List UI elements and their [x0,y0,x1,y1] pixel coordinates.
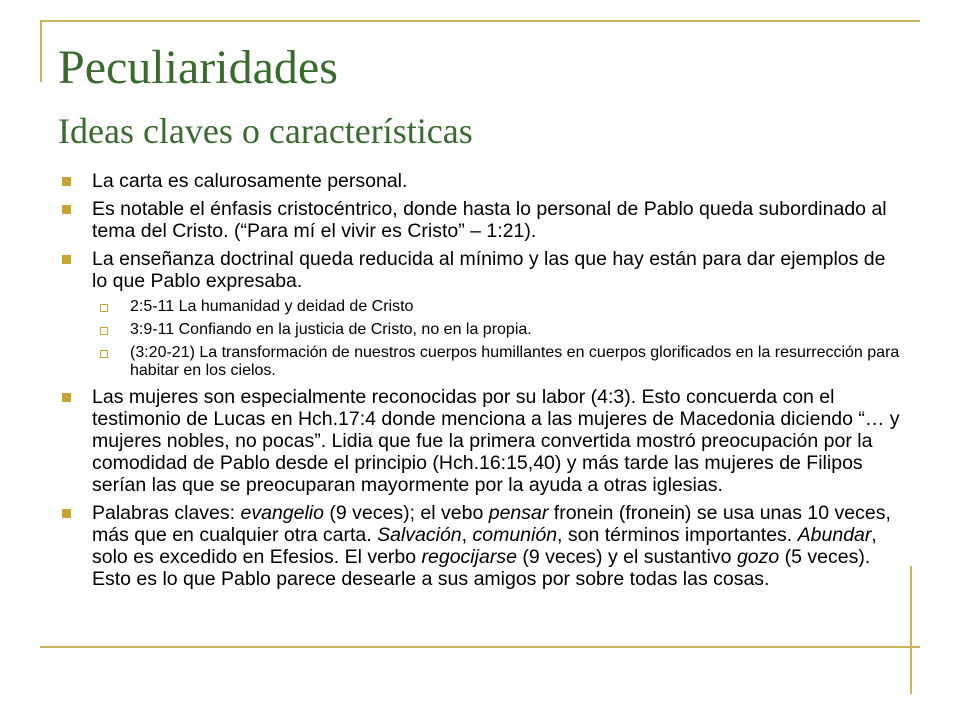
bullet-item [62,198,902,242]
text-segment: Palabras claves: [92,502,241,524]
italic-keyword: gozo [736,546,780,568]
square-bullet-icon [62,393,71,402]
sub-bullet-text: (3:20-21) La transformación de nuestros cuerpos humillantes en cuerpos glorificados en la resurrección para habitar en los cielos. [130,344,900,379]
hollow-square-bullet-icon [100,350,108,358]
bullet-item [62,386,902,496]
sub-bullet-item [92,321,902,339]
hollow-square-bullet-icon [100,304,108,312]
bullet-list [62,170,902,590]
bullet-text: Las mujeres son especialmente reconocidas por su labor (4:3). Esto concuerda con el testimonio de Lucas en Hch.17:4 donde menciona a las mujeres de Macedonia diciendo “… y mujeres nobles, no pocas”. Lidia que fue la primera convertida mostró preocupación por la comodidad de Pablo desde el principio (Hch.16:15,40) y más tarde las mujeres de Filipos serían las que se preocuparan mayormente por la ayuda a otras iglesias. [92,386,900,496]
square-bullet-icon [62,509,71,518]
hollow-square-bullet-icon [100,327,108,335]
italic-keyword: pensar [488,502,549,524]
bullet-text: Es notable el énfasis cristocéntrico, donde hasta lo personal de Pablo queda subordinado al tema del Cristo. (“Para mí el vivir es Cristo” – 1:21). [92,198,887,242]
slide-subtitle: Ideas claves o características [58,111,473,151]
sub-bullet-text: 3:9-11 Confiando en la justicia de Cristo, no en la propia. [130,321,532,338]
frame-rule-top [40,20,920,22]
sub-bullet-item [92,344,902,380]
bullet-text: La carta es calurosamente personal. [92,170,408,192]
text-segment: (9 veces); el vebo [323,502,489,524]
square-bullet-icon [62,255,71,264]
text-segment: , son términos importantes. [557,524,798,546]
italic-keyword: Salvación [377,524,462,546]
bullet-text-keywords [92,502,891,590]
bullet-text: La enseñanza doctrinal queda reducida al mínimo y las que hay están para dar ejemplos de lo que Pablo expresaba. [92,248,886,292]
text-segment: (9 veces) y el sustantivo [516,546,737,568]
italic-keyword: evangelio [240,502,324,524]
sub-bullet-text: 2:5-11 La humanidad y deidad de Cristo [130,298,414,315]
text-segment: , [461,524,473,546]
bullet-item [62,248,902,380]
square-bullet-icon [62,205,71,214]
bullet-item [62,502,902,590]
italic-keyword: regocijarse [421,546,517,568]
sub-bullet-item [92,298,902,316]
text-segment: (5 veces). Esto es lo que Pablo parece desearle a sus amigos por sobre todas las cosas. [92,546,871,590]
frame-rule-left [40,20,42,82]
square-bullet-icon [62,177,71,186]
text-segment: fronein (fronein) se usa unas 10 veces, más que en cualquier otra carta. [92,502,891,546]
italic-keyword: comunión [472,524,558,546]
italic-keyword: Abundar [797,524,872,546]
bullet-item [62,170,902,192]
sub-bullet-list [92,298,902,380]
slide-content [62,170,902,596]
text-segment: , solo es excedido en Efesios. El verbo [92,524,877,568]
slide-title: Peculiaridades [58,41,338,94]
frame-rule-right [910,566,912,694]
frame-rule-bottom [40,646,920,648]
